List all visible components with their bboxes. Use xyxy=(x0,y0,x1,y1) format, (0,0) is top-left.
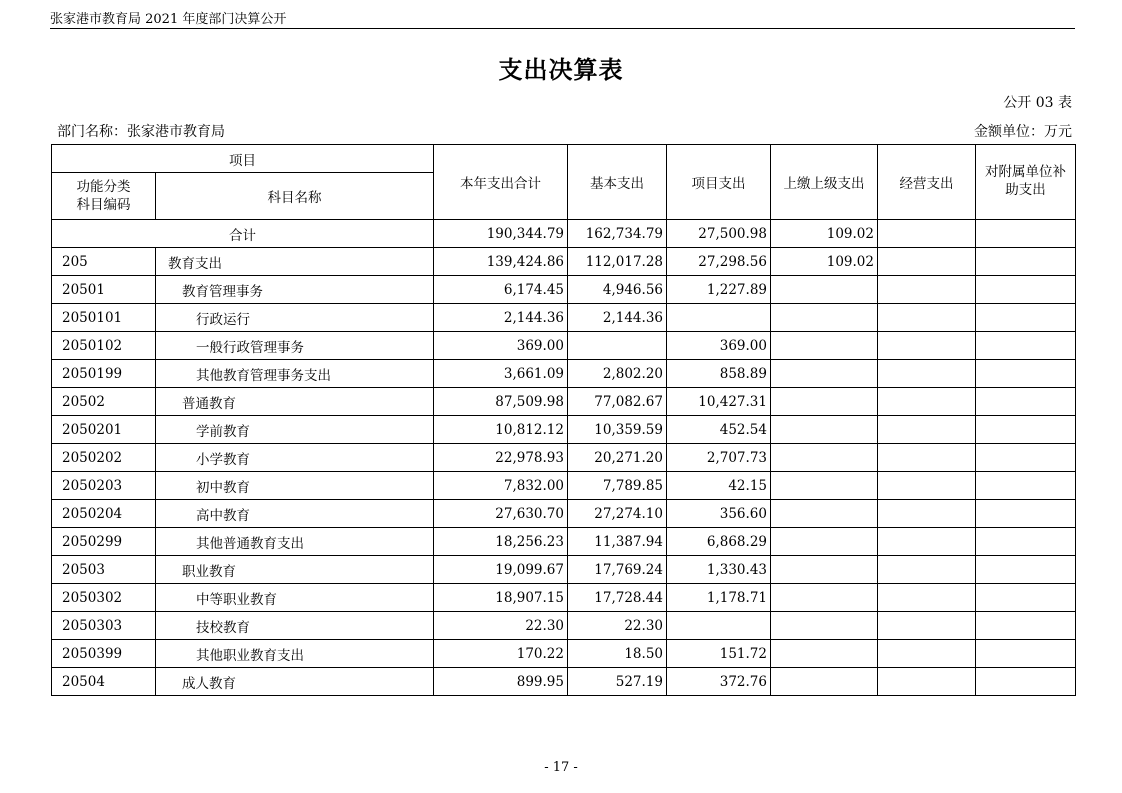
row-project-cell: 1,178.71 xyxy=(667,584,771,612)
row-basic-cell: 10,359.59 xyxy=(568,416,667,444)
row-subject-name: 普通教育 xyxy=(156,388,434,416)
row-subsidy-cell xyxy=(976,388,1076,416)
row-business-cell xyxy=(878,276,976,304)
total-basic-cell: 162,734.79 xyxy=(568,220,667,248)
row-business-cell xyxy=(878,472,976,500)
row-subsidy-cell xyxy=(976,332,1076,360)
table-row xyxy=(52,640,1076,668)
row-subject-name: 其他普通教育支出 xyxy=(156,528,434,556)
table-row xyxy=(52,388,1076,416)
row-code: 2050299 xyxy=(52,528,156,556)
header-item: 项目 xyxy=(52,145,434,173)
row-basic-cell: 27,274.10 xyxy=(568,500,667,528)
row-basic-cell: 18.50 xyxy=(568,640,667,668)
table-row xyxy=(52,304,1076,332)
row-basic-cell: 77,082.67 xyxy=(568,388,667,416)
row-subject-name: 其他教育管理事务支出 xyxy=(156,360,434,388)
row-basic-cell: 22.30 xyxy=(568,612,667,640)
total-project-cell: 27,500.98 xyxy=(667,220,771,248)
row-project-cell: 369.00 xyxy=(667,332,771,360)
row-upper-cell xyxy=(771,360,878,388)
row-subject-name: 学前教育 xyxy=(156,416,434,444)
row-total-cell: 899.95 xyxy=(434,668,568,696)
row-upper-cell xyxy=(771,640,878,668)
row-basic-cell: 2,802.20 xyxy=(568,360,667,388)
header-business: 经营支出 xyxy=(878,145,976,220)
row-project-cell: 151.72 xyxy=(667,640,771,668)
row-subject-name: 初中教育 xyxy=(156,472,434,500)
row-upper-cell xyxy=(771,528,878,556)
row-subsidy-cell xyxy=(976,472,1076,500)
row-total-cell: 170.22 xyxy=(434,640,568,668)
row-total-cell: 7,832.00 xyxy=(434,472,568,500)
row-upper-cell xyxy=(771,472,878,500)
row-upper-cell xyxy=(771,500,878,528)
row-code: 2050202 xyxy=(52,444,156,472)
row-code: 20501 xyxy=(52,276,156,304)
row-business-cell xyxy=(878,304,976,332)
header-basic: 基本支出 xyxy=(568,145,667,220)
row-upper-cell xyxy=(771,388,878,416)
row-total-cell: 22,978.93 xyxy=(434,444,568,472)
row-subsidy-cell xyxy=(976,500,1076,528)
row-business-cell xyxy=(878,640,976,668)
table-row xyxy=(52,528,1076,556)
row-subject-name: 小学教育 xyxy=(156,444,434,472)
row-project-cell: 1,227.89 xyxy=(667,276,771,304)
row-total-cell: 22.30 xyxy=(434,612,568,640)
row-project-cell: 372.76 xyxy=(667,668,771,696)
row-total-cell: 10,812.12 xyxy=(434,416,568,444)
row-basic-cell: 17,728.44 xyxy=(568,584,667,612)
row-code: 205 xyxy=(52,248,156,276)
row-basic-cell: 527.19 xyxy=(568,668,667,696)
header-divider xyxy=(50,28,1075,29)
row-subsidy-cell xyxy=(976,360,1076,388)
row-business-cell xyxy=(878,416,976,444)
expenditure-table xyxy=(51,144,1076,696)
row-subsidy-cell xyxy=(976,248,1076,276)
row-business-cell xyxy=(878,528,976,556)
row-total-cell: 87,509.98 xyxy=(434,388,568,416)
row-business-cell xyxy=(878,584,976,612)
row-total-cell: 27,630.70 xyxy=(434,500,568,528)
table-row xyxy=(52,556,1076,584)
table-row xyxy=(52,248,1076,276)
row-total-cell: 6,174.45 xyxy=(434,276,568,304)
row-subject-name: 高中教育 xyxy=(156,500,434,528)
row-code: 2050303 xyxy=(52,612,156,640)
row-project-cell: 356.60 xyxy=(667,500,771,528)
table-row xyxy=(52,668,1076,696)
row-code: 2050302 xyxy=(52,584,156,612)
row-upper-cell xyxy=(771,584,878,612)
row-code: 2050199 xyxy=(52,360,156,388)
row-basic-cell: 20,271.20 xyxy=(568,444,667,472)
row-business-cell xyxy=(878,556,976,584)
total-cell: 190,344.79 xyxy=(434,220,568,248)
table-row xyxy=(52,332,1076,360)
row-subject-name: 成人教育 xyxy=(156,668,434,696)
header-subject-name: 科目名称 xyxy=(156,173,434,220)
department-name: 部门名称：张家港市教育局 xyxy=(57,124,225,140)
row-total-cell: 369.00 xyxy=(434,332,568,360)
row-basic-cell xyxy=(568,332,667,360)
table-row xyxy=(52,416,1076,444)
row-business-cell xyxy=(878,248,976,276)
row-code: 20502 xyxy=(52,388,156,416)
row-total-cell: 19,099.67 xyxy=(434,556,568,584)
row-subsidy-cell xyxy=(976,276,1076,304)
header-category-code: 功能分类 科目编码 xyxy=(52,173,156,220)
row-business-cell xyxy=(878,332,976,360)
table-row xyxy=(52,444,1076,472)
row-code: 20504 xyxy=(52,668,156,696)
row-subsidy-cell xyxy=(976,584,1076,612)
running-header: 张家港市教育局 2021 年度部门决算公开 xyxy=(50,12,287,27)
row-upper-cell xyxy=(771,444,878,472)
table-row xyxy=(52,360,1076,388)
total-label: 合计 xyxy=(52,220,434,248)
form-number: 公开 03 表 xyxy=(1003,95,1072,111)
row-upper-cell xyxy=(771,332,878,360)
row-code: 2050102 xyxy=(52,332,156,360)
row-subject-name: 其他职业教育支出 xyxy=(156,640,434,668)
row-subject-name: 一般行政管理事务 xyxy=(156,332,434,360)
row-upper-cell xyxy=(771,556,878,584)
row-total-cell: 2,144.36 xyxy=(434,304,568,332)
row-subsidy-cell xyxy=(976,304,1076,332)
row-subject-name: 中等职业教育 xyxy=(156,584,434,612)
row-code: 2050204 xyxy=(52,500,156,528)
total-row xyxy=(52,220,1076,248)
row-basic-cell: 11,387.94 xyxy=(568,528,667,556)
row-basic-cell: 4,946.56 xyxy=(568,276,667,304)
row-subject-name: 职业教育 xyxy=(156,556,434,584)
page-title: 支出决算表 xyxy=(498,56,624,84)
row-subject-name: 行政运行 xyxy=(156,304,434,332)
row-subsidy-cell xyxy=(976,640,1076,668)
row-project-cell xyxy=(667,304,771,332)
total-upper-cell: 109.02 xyxy=(771,220,878,248)
row-subsidy-cell xyxy=(976,416,1076,444)
row-business-cell xyxy=(878,500,976,528)
header-total: 本年支出合计 xyxy=(434,145,568,220)
row-basic-cell: 112,017.28 xyxy=(568,248,667,276)
row-basic-cell: 17,769.24 xyxy=(568,556,667,584)
row-upper-cell xyxy=(771,668,878,696)
row-project-cell: 2,707.73 xyxy=(667,444,771,472)
row-code: 2050399 xyxy=(52,640,156,668)
table-row xyxy=(52,472,1076,500)
row-project-cell xyxy=(667,612,771,640)
row-upper-cell xyxy=(771,612,878,640)
row-basic-cell: 2,144.36 xyxy=(568,304,667,332)
row-project-cell: 858.89 xyxy=(667,360,771,388)
row-project-cell: 6,868.29 xyxy=(667,528,771,556)
row-subject-name: 教育支出 xyxy=(156,248,434,276)
row-total-cell: 139,424.86 xyxy=(434,248,568,276)
row-subsidy-cell xyxy=(976,556,1076,584)
page-number: - 17 - xyxy=(544,760,578,775)
row-total-cell: 18,907.15 xyxy=(434,584,568,612)
row-subsidy-cell xyxy=(976,668,1076,696)
row-code: 2050201 xyxy=(52,416,156,444)
row-business-cell xyxy=(878,668,976,696)
header-project: 项目支出 xyxy=(667,145,771,220)
row-project-cell: 42.15 xyxy=(667,472,771,500)
total-business-cell xyxy=(878,220,976,248)
row-subsidy-cell xyxy=(976,444,1076,472)
row-business-cell xyxy=(878,360,976,388)
row-project-cell: 452.54 xyxy=(667,416,771,444)
row-code: 2050101 xyxy=(52,304,156,332)
row-basic-cell: 7,789.85 xyxy=(568,472,667,500)
row-business-cell xyxy=(878,444,976,472)
row-total-cell: 18,256.23 xyxy=(434,528,568,556)
row-project-cell: 27,298.56 xyxy=(667,248,771,276)
row-subject-name: 教育管理事务 xyxy=(156,276,434,304)
row-upper-cell xyxy=(771,416,878,444)
row-total-cell: 3,661.09 xyxy=(434,360,568,388)
row-upper-cell xyxy=(771,304,878,332)
row-upper-cell xyxy=(771,276,878,304)
header-subsidy: 对附属单位补助支出 xyxy=(976,145,1076,220)
row-project-cell: 10,427.31 xyxy=(667,388,771,416)
header-row-1 xyxy=(52,145,1076,173)
header-upper: 上缴上级支出 xyxy=(771,145,878,220)
row-business-cell xyxy=(878,612,976,640)
row-subsidy-cell xyxy=(976,528,1076,556)
total-subsidy-cell xyxy=(976,220,1076,248)
table-row xyxy=(52,500,1076,528)
row-subject-name: 技校教育 xyxy=(156,612,434,640)
row-code: 2050203 xyxy=(52,472,156,500)
row-project-cell: 1,330.43 xyxy=(667,556,771,584)
table-row xyxy=(52,612,1076,640)
row-code: 20503 xyxy=(52,556,156,584)
row-subsidy-cell xyxy=(976,612,1076,640)
row-upper-cell: 109.02 xyxy=(771,248,878,276)
row-business-cell xyxy=(878,388,976,416)
table-row xyxy=(52,584,1076,612)
table-row xyxy=(52,276,1076,304)
amount-unit: 金额单位：万元 xyxy=(974,124,1072,140)
